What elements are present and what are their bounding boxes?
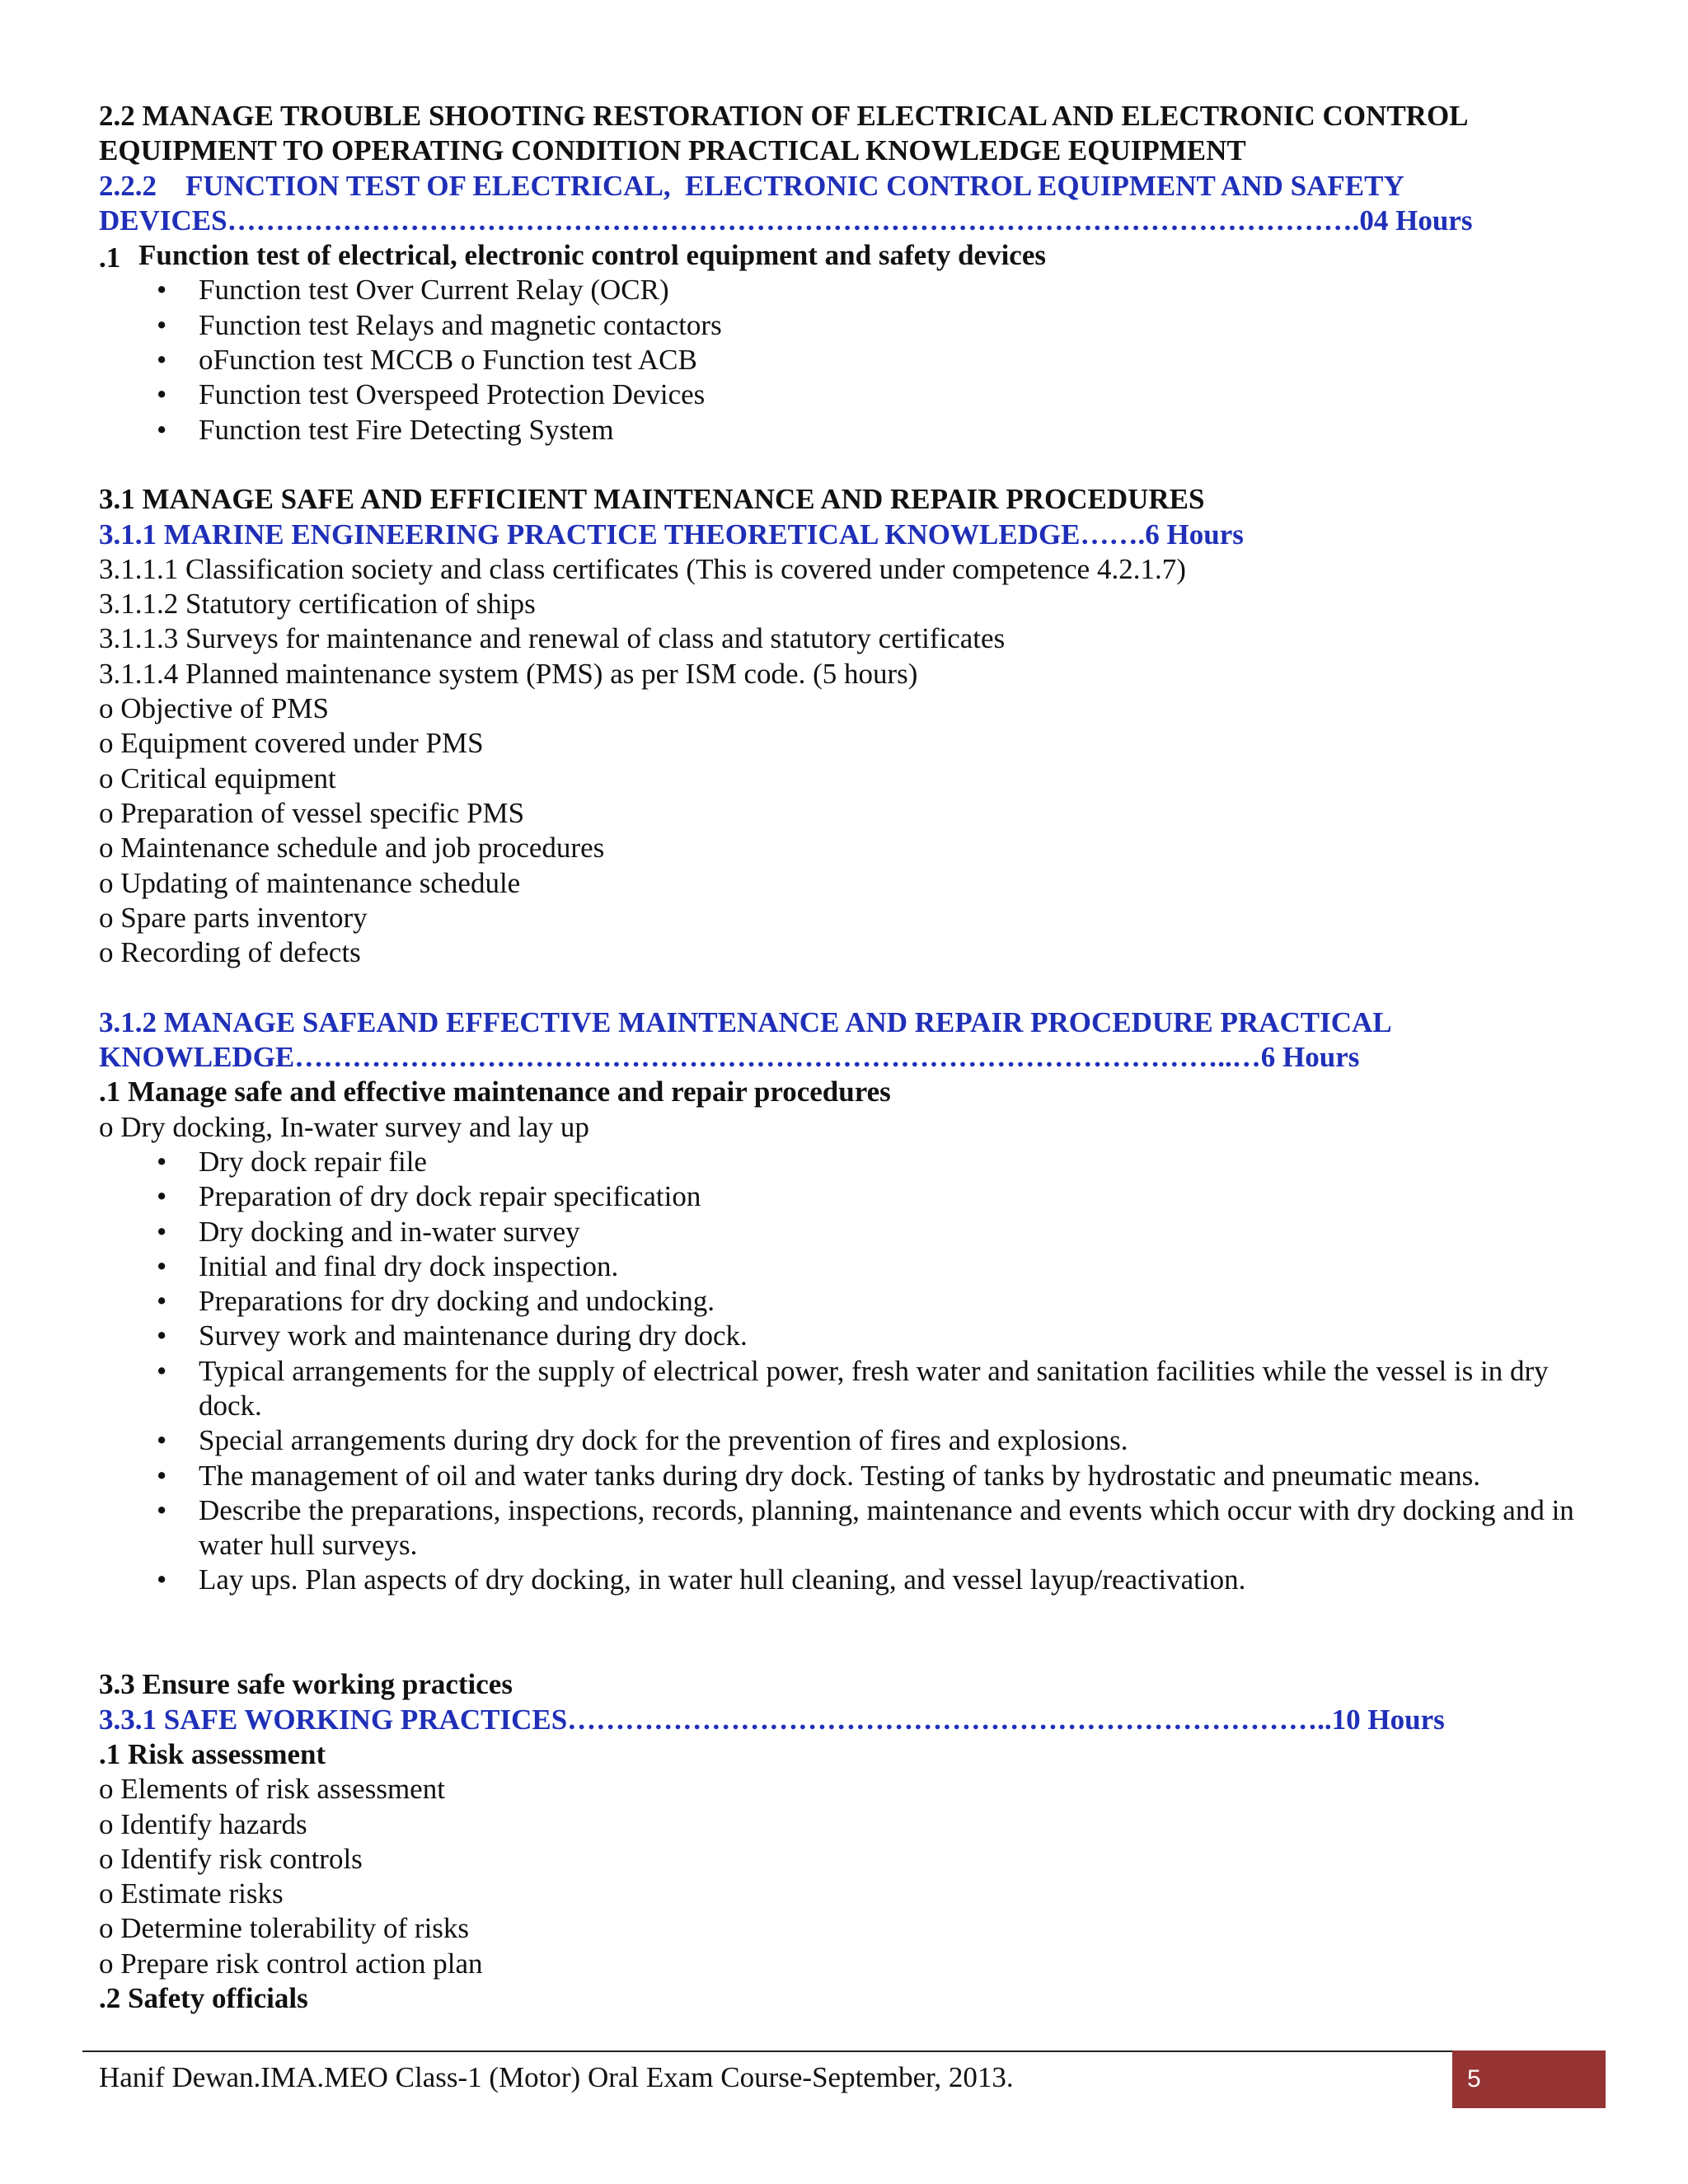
list-item: o Spare parts inventory [99, 901, 368, 934]
list-item: • Function test Relays and magnetic contactors [99, 308, 1582, 343]
list-item: o Critical equipment [99, 762, 336, 794]
list-item: • Function test Overspeed Protection Devices [99, 377, 1582, 412]
safety-officials-heading: .2 Safety officials [99, 1982, 308, 2015]
bullet-icon: • [157, 1145, 167, 1178]
list-item: o Preparation of vessel specific PMS [99, 796, 525, 829]
page-number-badge: 5 [1452, 2050, 1606, 2108]
section-2-2-2-heading-line2: DEVICES……………………………………………………………………………………………………….04 Hours [99, 204, 1473, 237]
item-title: Function test of electrical, electronic control equipment and safety devices [138, 239, 1046, 272]
spacer [99, 448, 1582, 482]
list-item: • Typical arrangements for the supply of electrical power, fresh water and sanitation facilities while the vessel is in dry dock. [157, 1354, 1549, 1422]
function-test-item-heading [99, 238, 1582, 273]
list-item: • Function test Over Current Relay (OCR) [99, 273, 1582, 307]
list-item: • Initial and final dry dock inspection. [99, 1249, 1582, 1284]
section-3-1-title: 3.1 MANAGE SAFE AND EFFICIENT MAINTENANCE AND REPAIR PROCEDURES [99, 483, 1205, 516]
bullet-icon: • [157, 1249, 167, 1282]
footer-text: Hanif Dewan.IMA.MEO Class-1 (Motor) Oral Exam Course-September, 2013. [99, 2061, 1014, 2093]
spacer [99, 970, 1582, 1005]
list-item: • oFunction test MCCB o Function test ACB [99, 343, 1582, 377]
bullet-icon: • [157, 344, 167, 377]
bullet-icon: • [157, 1424, 167, 1457]
list-item: • Lay ups. Plan aspects of dry docking, in water hull cleaning, and vessel layup/reactivation. [99, 1563, 1582, 1597]
list-item: • Describe the preparations, inspections, records, planning, maintenance and events which occur with dry docking and in water hull surveys. [157, 1493, 1574, 1562]
list-item: 3.1.1.1 Classification society and class certificates (This is covered under competence 4.2.1.7) [99, 552, 1186, 585]
list-item: o Identify risk controls [99, 1842, 363, 1875]
section-2-2-title-line1: 2.2 MANAGE TROUBLE SHOOTING RESTORATION OF ELECTRICAL AND ELECTRONIC CONTROL [99, 100, 1469, 132]
section-3-1-2-heading-line1: 3.1.2 MANAGE SAFEAND EFFECTIVE MAINTENANCE AND REPAIR PROCEDURE PRACTICAL [99, 1005, 1392, 1038]
spacer [99, 1598, 1582, 1668]
list-item: o Objective of PMS [99, 692, 330, 725]
item-number: .1 [99, 241, 121, 274]
bullet-icon: • [157, 378, 167, 411]
document-page [99, 99, 1582, 2016]
bullet-icon: • [157, 274, 167, 307]
list-item: • Special arrangements during dry dock for the prevention of fires and explosions. [99, 1423, 1582, 1458]
list-item: o Prepare risk control action plan [99, 1947, 483, 1980]
bullet-icon: • [157, 1459, 167, 1492]
bullet-icon: • [157, 1563, 167, 1596]
bullet-icon: • [157, 1319, 167, 1352]
bullet-icon: • [157, 1285, 167, 1318]
list-item: • Function test Fire Detecting System [99, 413, 1582, 448]
list-item: o Updating of maintenance schedule [99, 866, 521, 899]
list-item: o Maintenance schedule and job procedures [99, 832, 605, 865]
bullet-icon: • [157, 1215, 167, 1248]
list-item: • Survey work and maintenance during dry dock. [99, 1319, 1582, 1353]
list-item: o Identify hazards [99, 1807, 307, 1840]
dry-docking-subheading: o Dry docking, In-water survey and lay up [99, 1110, 589, 1143]
list-item: 3.1.1.3 Surveys for maintenance and renewal of class and statutory certificates [99, 622, 1006, 655]
bullet-icon: • [157, 1354, 167, 1387]
list-item: o Elements of risk assessment [99, 1773, 445, 1806]
list-item: • Dry dock repair file [99, 1145, 1582, 1179]
list-item: • Dry docking and in-water survey [99, 1215, 1582, 1249]
list-item: o Determine tolerability of risks [99, 1912, 470, 1945]
list-item: • The management of oil and water tanks during dry dock. Testing of tanks by hydrostatic and pneumatic means. [99, 1459, 1582, 1493]
bullet-icon: • [157, 413, 167, 446]
section-2-2-title-line2: EQUIPMENT TO OPERATING CONDITION PRACTICAL KNOWLEDGE EQUIPMENT [99, 134, 1246, 167]
list-item: • Preparations for dry docking and undocking. [99, 1284, 1582, 1319]
section-2-2-2-heading-line1: 2.2.2 FUNCTION TEST OF ELECTRICAL, ELECTRONIC CONTROL EQUIPMENT AND SAFETY [99, 169, 1404, 202]
section-3-1-1-heading: 3.1.1 MARINE ENGINEERING PRACTICE THEORETICAL KNOWLEDGE…….6 Hours [99, 518, 1244, 551]
list-item: 3.1.1.2 Statutory certification of ships [99, 588, 536, 621]
list-item: 3.1.1.4 Planned maintenance system (PMS) as per ISM code. (5 hours) [99, 657, 918, 690]
list-item: o Estimate risks [99, 1877, 284, 1910]
maintenance-item-heading: .1 Manage safe and effective maintenance and repair procedures [99, 1076, 891, 1108]
list-item: o Equipment covered under PMS [99, 727, 484, 760]
section-3-3-1-heading: 3.3.1 SAFE WORKING PRACTICES……………………………………………………………………..10 Hours [99, 1703, 1445, 1736]
bullet-icon: • [157, 308, 167, 341]
section-3-3-title: 3.3 Ensure safe working practices [99, 1668, 513, 1701]
footer-divider [82, 2050, 1606, 2052]
risk-assessment-heading: .1 Risk assessment [99, 1737, 326, 1770]
section-3-1-2-heading-line2: KNOWLEDGE……………………………………………………………………………………..…6 Hours [99, 1041, 1360, 1074]
list-item: o Recording of defects [99, 936, 361, 969]
bullet-icon: • [157, 1493, 167, 1526]
list-item: • Preparation of dry dock repair specification [99, 1179, 1582, 1214]
bullet-icon: • [157, 1180, 167, 1213]
